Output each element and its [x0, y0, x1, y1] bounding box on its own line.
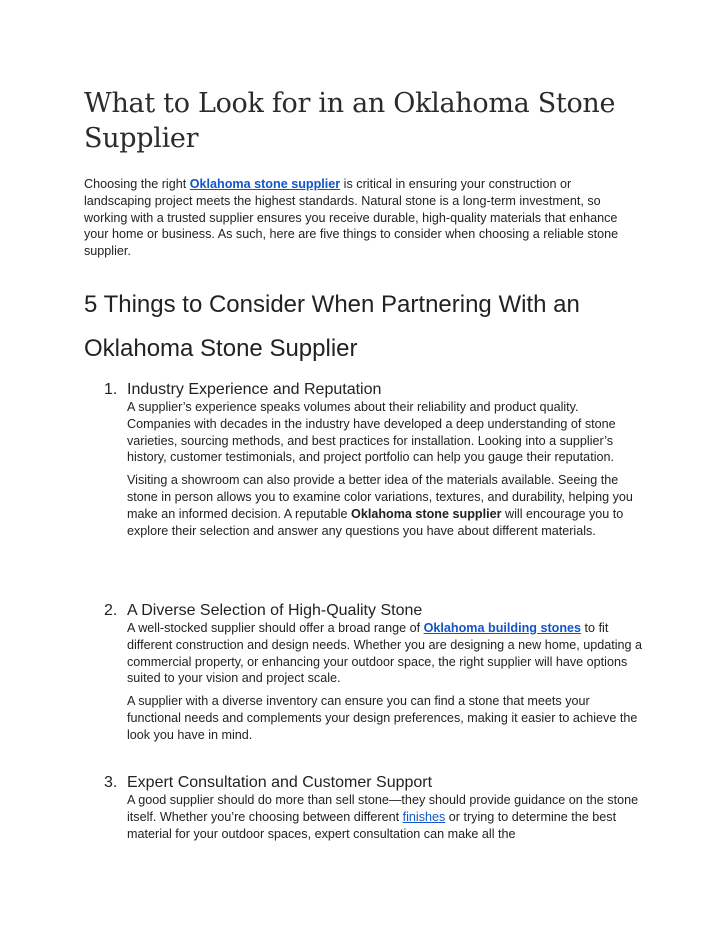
- list-item-heading: [104, 381, 644, 399]
- oklahoma-building-stones-link[interactable]: Oklahoma building stones: [423, 621, 582, 635]
- list-item-paragraph: [127, 620, 644, 687]
- intro-text-after: is critical in ensuring your construction or landscaping project meets the highest standards. Natural stone is a long-term investment, so working with a trusted supplier ensures you receive durable, high-quality materials that enhance your home or business. As such, here are five things to consider when choosing a reliable stone supplier.: [84, 177, 619, 259]
- paragraph-text-before: Visiting a showroom can also provide a better idea of the materials available. Seeing the stone in person allows you to examine color variations, textures, and durability, helping you make an informed decision. A reputable: [127, 473, 633, 521]
- list-item-number: 1.: [104, 381, 118, 398]
- list-item-1: [104, 381, 644, 539]
- oklahoma-stone-supplier-link[interactable]: Oklahoma stone supplier: [189, 177, 341, 191]
- list-item-heading: [104, 602, 644, 620]
- list-item-3: [104, 774, 644, 842]
- list-item-paragraph: [127, 472, 644, 539]
- section-heading: 5 Things to Consider When Partnering With an Oklahoma Stone Supplier: [84, 291, 580, 362]
- page-title: What to Look for in an Oklahoma Stone Supplier: [84, 88, 616, 154]
- bold-keyword: Oklahoma stone supplier: [351, 506, 502, 521]
- intro-paragraph: [84, 176, 640, 260]
- list-item-number: 2.: [104, 602, 118, 619]
- list-item-title: A Diverse Selection of High-Quality Stone: [127, 602, 423, 619]
- paragraph-text-after: will encourage you to explore their selection and answer any questions you have about different materials.: [127, 506, 624, 538]
- paragraph-text-after: or trying to determine the best material for your outdoor spaces, expert consultation can make all the: [127, 809, 617, 841]
- list-item-paragraph: A supplier with a diverse inventory can ensure you can find a stone that meets your functional needs and complements your design preferences, making it easier to achieve the look you have in mind.: [127, 694, 638, 742]
- paragraph-text-after: to fit different construction and design needs. Whether you are designing a new home, updating a commercial property, or enhancing your outdoor space, the right supplier will have options suited to your vision and project scale.: [127, 621, 643, 686]
- list-item-title: Expert Consultation and Customer Support: [127, 774, 433, 791]
- paragraph-text-before: A well-stocked supplier should offer a broad range of: [127, 621, 424, 635]
- finishes-link[interactable]: finishes: [402, 809, 446, 824]
- list-item-title: Industry Experience and Reputation: [127, 381, 382, 398]
- intro-text-before: Choosing the right: [84, 177, 190, 191]
- list-item-heading: [104, 774, 644, 792]
- list-item-paragraph: [127, 792, 644, 842]
- list-item-number: 3.: [104, 774, 118, 791]
- list-item-paragraph: A supplier’s experience speaks volumes about their reliability and product quality. Companies with decades in the industry have developed a deep understanding of stone varieties, sourcing methods, and best practices for installation. Looking into a supplier’s history, customer testimonials, and project portfolio can help you gauge their reputation.: [127, 400, 616, 465]
- paragraph-text-before: A good supplier should do more than sell stone—they should provide guidance on the stone itself. Whether you’re choosing between different: [127, 793, 639, 824]
- list-item-2: [104, 602, 644, 744]
